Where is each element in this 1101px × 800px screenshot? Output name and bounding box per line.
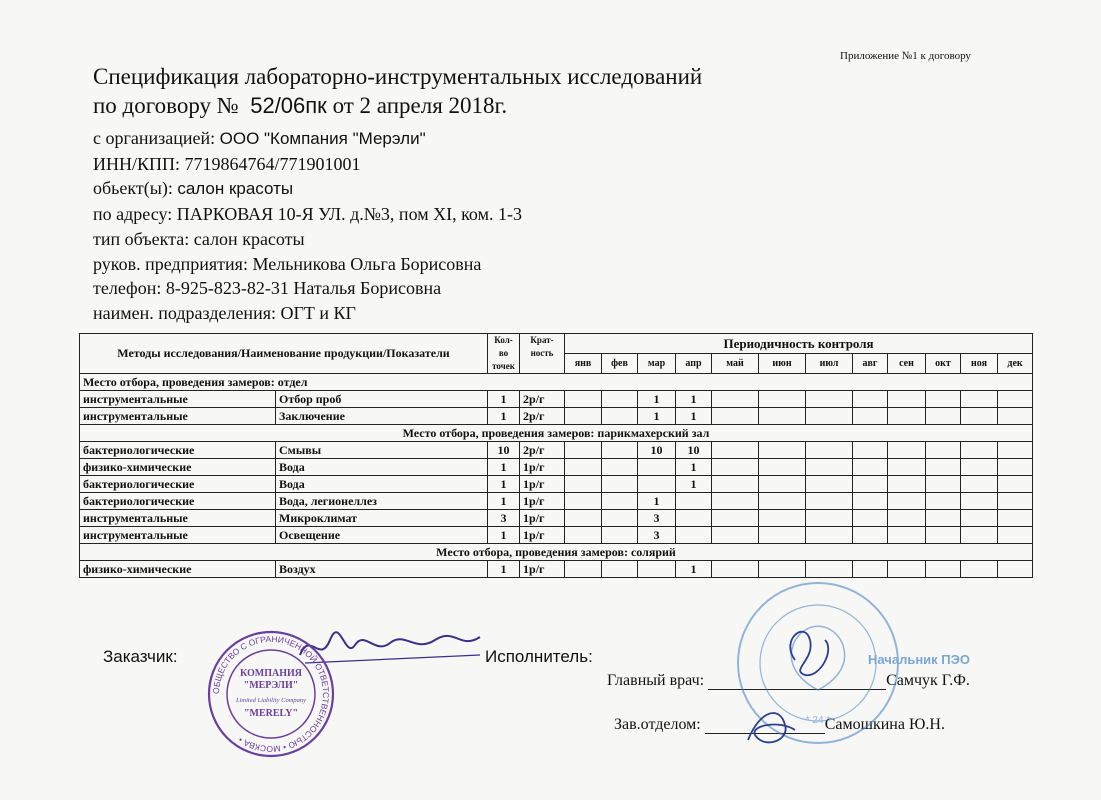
annex-label: Приложение №1 к договору [840,50,971,62]
frequency-cell: 1р/г [520,493,565,510]
frequency-cell: 2р/г [520,408,565,425]
month-cell [961,476,998,493]
stamp-line2: "МЕРЭЛИ" [243,680,299,691]
month-cell [961,459,998,476]
points-cell: 1 [488,561,520,578]
indicator-cell: Смывы [276,442,488,459]
indicator-cell: Вода, легионеллез [276,493,488,510]
month-cell [565,408,602,425]
month-cell [926,510,961,527]
month-cell [806,391,853,408]
document-title [93,62,702,120]
stamp-line4: "MERELY" [243,708,299,719]
contractor-label: Исполнитель: [485,647,593,666]
month-header: фев [602,354,638,374]
frequency-cell: 1р/г [520,561,565,578]
header-methods: Методы исследования/Наименование продукции/Показатели [80,334,488,374]
month-cell [602,527,638,544]
month-header: янв [565,354,602,374]
month-cell [759,408,806,425]
dept-head-name: Самошкина Ю.Н. [824,716,945,733]
contract-number: 52/06пк [250,93,327,118]
stamp-blue-number: * 24 * [805,715,831,726]
points-cell: 1 [488,527,520,544]
month-cell [676,527,712,544]
month-cell [638,476,676,493]
month-header: мар [638,354,676,374]
month-cell [712,391,759,408]
month-cell [806,459,853,476]
month-cell [888,476,926,493]
method-cell: инструментальные [80,391,276,408]
month-cell [998,459,1033,476]
month-cell [806,493,853,510]
month-cell [602,561,638,578]
month-header: окт [926,354,961,374]
chief-doctor-handwritten-signature [775,620,845,680]
month-cell [602,476,638,493]
month-cell [853,493,888,510]
month-cell [961,408,998,425]
month-cell [712,527,759,544]
month-cell [926,408,961,425]
section-header-row [80,544,1033,561]
company-stamp [205,630,337,758]
month-cell [806,442,853,459]
month-cell: 1 [638,391,676,408]
month-cell [712,459,759,476]
month-cell [998,476,1033,493]
dept-head-handwritten-signature [740,700,800,755]
month-cell [565,442,602,459]
method-cell: бактериологические [80,442,276,459]
month-cell [998,493,1033,510]
section-place: Место отбора, проведения замеров: солярий [80,544,1033,561]
month-cell [888,391,926,408]
month-cell [998,527,1033,544]
stamp-line1: КОМПАНИЯ [240,668,302,679]
indicator-cell: Отбор проб [276,391,488,408]
month-cell [961,510,998,527]
month-cell: 1 [676,459,712,476]
spec-body [80,374,1033,578]
method-cell: бактериологические [80,493,276,510]
org-line [93,126,522,152]
table-row [80,493,1033,510]
month-cell [806,510,853,527]
month-cell [602,493,638,510]
indicator-cell: Микроклимат [276,510,488,527]
header-period: Периодичность контроля [565,334,1033,354]
month-cell [888,493,926,510]
head-line: руков. предприятия: Мельникова Ольга Борисовна [93,253,482,274]
indicator-cell: Вода [276,459,488,476]
table-row [80,510,1033,527]
frequency-cell: 1р/г [520,510,565,527]
month-cell [712,510,759,527]
month-cell [961,391,998,408]
month-cell [759,442,806,459]
section-place: Место отбора, проведения замеров: отдел [80,374,1033,391]
month-cell [759,459,806,476]
customer-label: Заказчик: [103,647,178,666]
month-cell [998,510,1033,527]
month-header: сен [888,354,926,374]
month-cell [961,561,998,578]
method-cell: инструментальные [80,527,276,544]
indicator-cell: Вода [276,476,488,493]
method-cell: бактериологические [80,476,276,493]
month-cell [961,527,998,544]
objects-label: обьект(ы): [93,178,173,199]
month-cell [853,527,888,544]
month-cell [759,493,806,510]
month-cell [888,459,926,476]
table-row [80,442,1033,459]
month-cell [888,408,926,425]
frequency-cell: 2р/г [520,442,565,459]
month-cell: 1 [676,391,712,408]
phone-line: телефон: 8-925-823-82-31 Наталья Борисовна [93,278,442,299]
section-place: Место отбора, проведения замеров: парикмахерский зал [80,425,1033,442]
month-cell [853,476,888,493]
month-cell [998,408,1033,425]
month-cell [806,408,853,425]
month-cell [926,476,961,493]
indicator-cell: Воздух [276,561,488,578]
month-cell [565,527,602,544]
month-cell [853,391,888,408]
month-cell [602,442,638,459]
month-cell [638,561,676,578]
method-cell: инструментальные [80,510,276,527]
method-cell: инструментальные [80,408,276,425]
title-prefix: по договору № [93,93,239,118]
section-header-row [80,374,1033,391]
header-frequency: Крат-ность [520,334,565,374]
title-line1: Спецификация лабораторно-инструментальных исследований [93,64,703,89]
month-cell [853,459,888,476]
points-cell: 1 [488,459,520,476]
month-cell [712,476,759,493]
object-type-line: тип объекта: салон красоты [93,228,305,249]
month-cell [998,391,1033,408]
month-cell [565,561,602,578]
month-header: авг [853,354,888,374]
frequency-cell: 1р/г [520,527,565,544]
table-row [80,459,1033,476]
month-header: июн [759,354,806,374]
table-row [80,476,1033,493]
month-cell [638,459,676,476]
org-label: с организацией: [93,128,216,148]
month-cell [926,493,961,510]
month-cell [602,408,638,425]
month-header: дек [998,354,1033,374]
month-cell [712,408,759,425]
month-cell [676,493,712,510]
month-cell [853,408,888,425]
month-cell [565,391,602,408]
points-cell: 1 [488,476,520,493]
month-cell [712,493,759,510]
month-cell [888,527,926,544]
month-header: ноя [961,354,998,374]
division-line: наимен. подразделения: ОГТ и КГ [93,302,356,323]
spec-table [79,333,1033,578]
title-line2 [93,91,702,120]
month-cell: 1 [638,408,676,425]
table-row [80,391,1033,408]
objects-value: салон красоты [177,179,294,199]
method-cell: физико-химические [80,561,276,578]
month-cell: 1 [676,561,712,578]
table-row [80,527,1033,544]
month-cell [888,510,926,527]
points-cell: 1 [488,391,520,408]
month-cell [853,510,888,527]
month-cell: 3 [638,527,676,544]
month-cell [998,561,1033,578]
month-cell: 1 [676,476,712,493]
month-cell: 3 [638,510,676,527]
month-cell: 10 [638,442,676,459]
frequency-cell: 1р/г [520,459,565,476]
month-cell: 1 [638,493,676,510]
month-cell [926,561,961,578]
month-cell [565,459,602,476]
month-cell [926,527,961,544]
dept-head-label: Зав.отделом: [614,716,701,733]
month-cell [565,510,602,527]
month-cell [998,442,1033,459]
month-cell [602,459,638,476]
month-cell [759,391,806,408]
table-row [80,408,1033,425]
indicator-cell: Заключение [276,408,488,425]
chief-doctor-name: Самчук Г.Ф. [886,672,970,689]
method-cell: физико-химические [80,459,276,476]
month-cell [565,493,602,510]
stamp-blue-caption: Начальник ПЭО [868,652,970,667]
month-cell [759,527,806,544]
month-cell [676,510,712,527]
points-cell: 1 [488,408,520,425]
title-suffix: от 2 апреля 2018г. [332,93,508,118]
frequency-cell: 2р/г [520,391,565,408]
month-cell: 10 [676,442,712,459]
month-cell [961,442,998,459]
address-line: по адресу: ПАРКОВАЯ 10-Я УЛ. д.№3, пом XI, ком. 1-3 [93,204,522,225]
stamp-line3: Limited Liability Company [235,697,307,704]
month-cell: 1 [676,408,712,425]
month-cell [888,442,926,459]
month-cell [806,476,853,493]
info-block [93,126,522,326]
month-cell [926,442,961,459]
month-cell [602,510,638,527]
svg-text:ОБЩЕСТВО С ОГРАНИЧЕННОЙ ОТВЕТС [211,634,331,754]
month-cell [565,476,602,493]
month-header: июл [806,354,853,374]
month-cell [712,442,759,459]
month-cell [806,527,853,544]
month-cell [759,510,806,527]
month-header: май [712,354,759,374]
month-cell [926,459,961,476]
org-value: ООО "Компания "Мерэли" [219,129,426,148]
month-cell [759,476,806,493]
section-header-row [80,425,1033,442]
chief-doctor-label: Главный врач: [607,672,705,689]
month-cell [961,493,998,510]
stamp-ring-text: ОБЩЕСТВО С ОГРАНИЧЕННОЙ ОТВЕТСТВЕННОСТЬЮ • МОСКВА • [210,633,332,755]
points-cell: 1 [488,493,520,510]
points-cell: 10 [488,442,520,459]
month-cell [602,391,638,408]
indicator-cell: Освещение [276,527,488,544]
objects-line [93,176,522,202]
month-header: апр [676,354,712,374]
header-points: Кол-во точек [488,334,520,374]
frequency-cell: 1р/г [520,476,565,493]
points-cell: 3 [488,510,520,527]
inn-line: ИНН/КПП: 7719864764/771901001 [93,153,361,174]
month-cell [853,442,888,459]
month-cell [926,391,961,408]
